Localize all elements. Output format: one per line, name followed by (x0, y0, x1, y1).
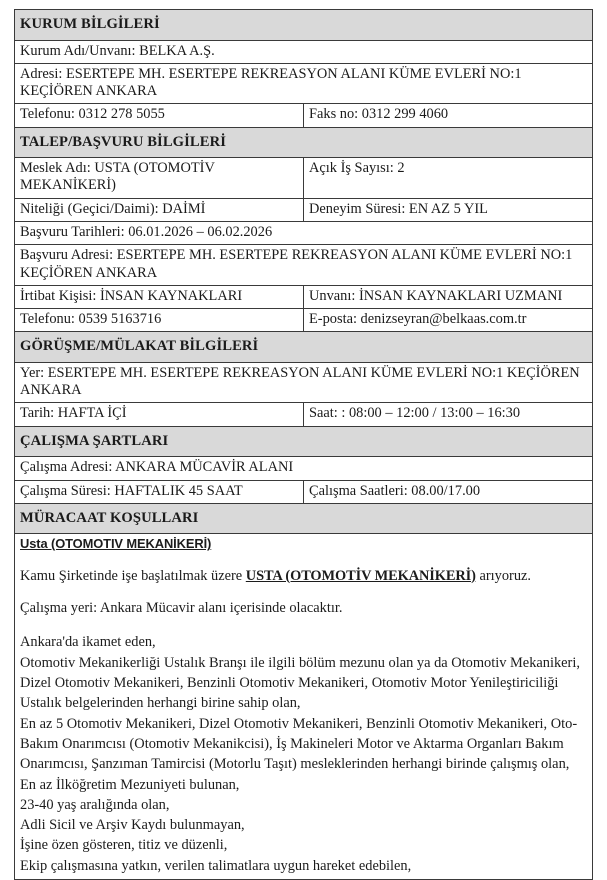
table-row (15, 198, 593, 221)
table-row (15, 63, 593, 104)
table-row (15, 534, 593, 880)
field-niteligi: Niteliği (Geçici/Daimi): DAİMİ (15, 198, 304, 221)
table-row (15, 362, 593, 403)
intro-text-after: arıyoruz. (475, 567, 532, 584)
requirements-intro (20, 568, 587, 585)
list-item: Ankara'da ikamet eden, (20, 634, 156, 651)
section-header-kurum-bilgileri (15, 10, 593, 41)
field-faks-no: Faks no: 0312 299 4060 (304, 104, 593, 127)
list-item: En az İlköğretim Mezuniyeti bulunan, (20, 776, 240, 793)
list-item: Adli Sicil ve Arşiv Kaydı bulunmayan, (20, 817, 245, 834)
field-calisma-adresi: Çalışma Adresi: ANKARA MÜCAVİR ALANI (15, 457, 593, 480)
table-row (15, 480, 593, 503)
table-row (15, 40, 593, 63)
field-acik-is-sayisi: Açık İş Sayısı: 2 (304, 158, 593, 199)
section-title: TALEP/BAŞVURU BİLGİLERİ (15, 127, 593, 158)
field-adresi: Adresi: ESERTEPE MH. ESERTEPE REKREASYON ALANI KÜME EVLERİ NO:1 KEÇİÖREN ANKARA (15, 63, 593, 104)
intro-job-title: USTA (OTOMOTİV MEKANİKERİ) (245, 567, 476, 584)
table-row (15, 221, 593, 244)
field-calisma-saatleri: Çalışma Saatleri: 08.00/17.00 (304, 480, 593, 503)
field-calisma-suresi: Çalışma Süresi: HAFTALIK 45 SAAT (15, 480, 304, 503)
field-irtibat-kisisi: İrtibat Kişisi: İNSAN KAYNAKLARI (15, 285, 304, 308)
section-title: KURUM BİLGİLERİ (15, 10, 593, 41)
field-basvuru-tarihleri: Başvuru Tarihleri: 06.01.2026 – 06.02.2026 (15, 221, 593, 244)
intro-text-before: Kamu Şirketinde işe başlatılmak üzere (20, 567, 246, 584)
section-title: GÖRÜŞME/MÜLAKAT BİLGİLERİ (15, 332, 593, 363)
section-title: MÜRACAAT KOŞULLARI (15, 503, 593, 534)
table-row (15, 457, 593, 480)
field-deneyim-suresi: Deneyim Süresi: EN AZ 5 YIL (304, 198, 593, 221)
list-item: 23-40 yaş aralığında olan, (20, 796, 170, 813)
table-row (15, 309, 593, 332)
requirements-body (15, 534, 593, 880)
table-row (15, 285, 593, 308)
field-telefonu: Telefonu: 0312 278 5055 (15, 104, 304, 127)
section-header-gorusme-mulakat-bilgileri (15, 332, 593, 363)
table-row (15, 403, 593, 426)
field-irtibat-telefonu: Telefonu: 0539 5163716 (15, 309, 304, 332)
requirements-list (20, 632, 587, 876)
section-title: ÇALIŞMA ŞARTLARI (15, 426, 593, 457)
field-kurum-adi: Kurum Adı/Unvanı: BELKA A.Ş. (15, 40, 593, 63)
field-meslek-adi: Meslek Adı: USTA (OTOMOTİV MEKANİKERİ) (15, 158, 304, 199)
field-eposta: E-posta: denizseyran@belkaas.com.tr (304, 309, 593, 332)
field-unvani: Unvanı: İNSAN KAYNAKLARI UZMANI (304, 285, 593, 308)
table-row (15, 104, 593, 127)
section-header-talep-basvuru-bilgileri (15, 127, 593, 158)
section-header-calisma-sartlari (15, 426, 593, 457)
field-gorusme-saati: Saat: : 08:00 – 12:00 / 13:00 – 16:30 (304, 403, 593, 426)
work-location-note: Çalışma yeri: Ankara Mücavir alanı içerisinde olacaktır. (20, 600, 343, 617)
section-header-muracaat-kosullari (15, 503, 593, 534)
field-gorusme-yeri: Yer: ESERTEPE MH. ESERTEPE REKREASYON ALANI KÜME EVLERİ NO:1 KEÇİÖREN ANKARA (15, 362, 593, 403)
job-posting-table (14, 9, 593, 880)
field-gorusme-tarihi: Tarih: HAFTA İÇİ (15, 403, 304, 426)
requirements-heading: Usta (OTOMOTIV MEKANİKERİ) (20, 536, 212, 552)
table-row (15, 158, 593, 199)
field-basvuru-adresi: Başvuru Adresi: ESERTEPE MH. ESERTEPE REKREASYON ALANI KÜME EVLERİ NO:1 KEÇİÖREN ANKARA (15, 245, 593, 286)
list-item: Otomotiv Mekanikerliği Ustalık Branşı ile ilgili bölüm mezunu olan ya da Otomotiv Mekanikeri, Dizel Otomotiv Mekanikeri, Benzinli Otomotiv Mekanikeri, Otomotiv Motor Yenileştiriciliği Ustalık belgelerinden herhangi birine sahip olan, (20, 654, 580, 712)
list-item: İşine özen gösteren, titiz ve düzenli, (20, 837, 228, 854)
list-item: En az 5 Otomotiv Mekanikeri, Dizel Otomotiv Mekanikeri, Benzinli Otomotiv Mekanikeri, Oto-Bakım Onarımcısı (Otomotiv Mekanikcisi), İş Makineleri Motor ve Aktarma Organları Bakım Onarımcısı, Şanzıman Tamircisi (Motorlu Taşıt) mesleklerinden herhangi birinde çalışmış olan, (20, 715, 578, 773)
list-item: Ekip çalışmasına yatkın, verilen talimatlara uygun hareket edebilen, (20, 857, 412, 874)
table-row (15, 245, 593, 286)
